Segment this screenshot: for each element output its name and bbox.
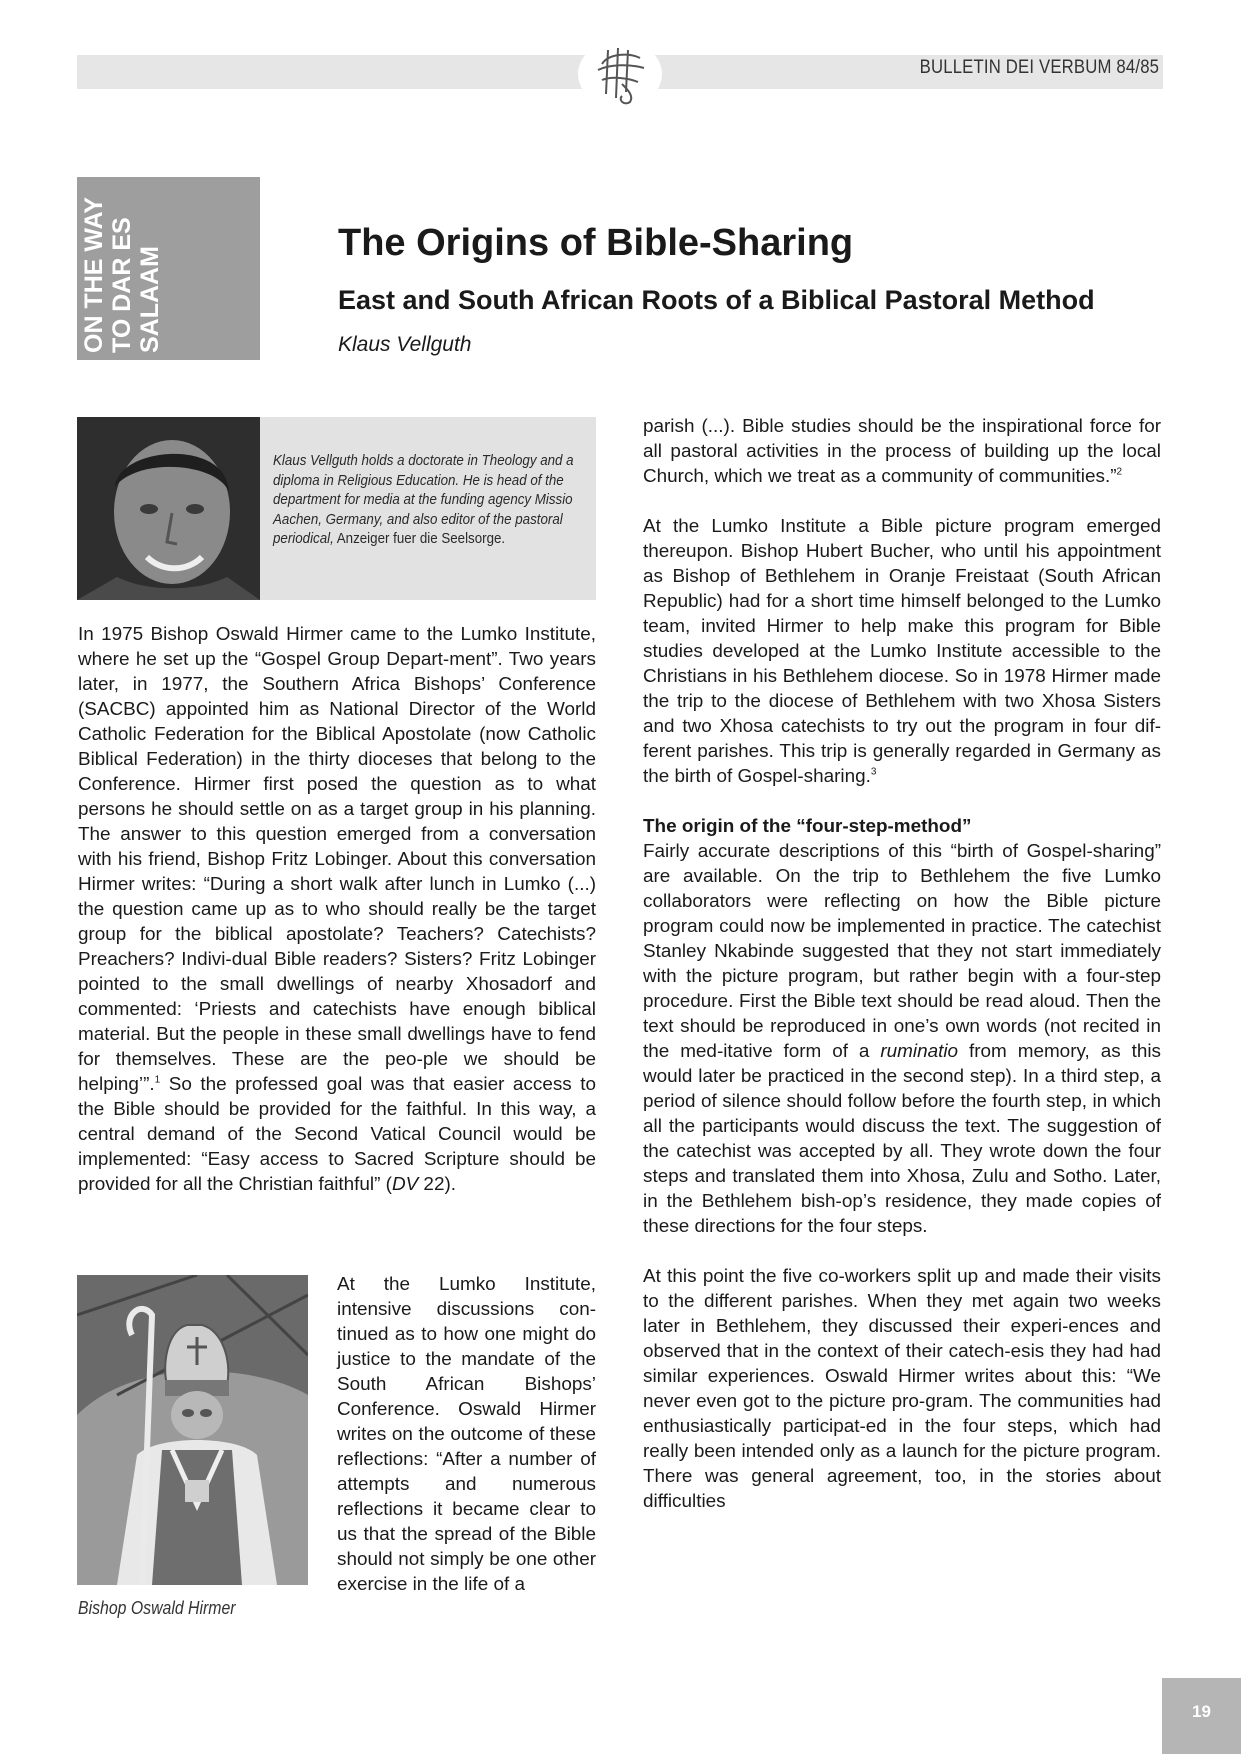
- body-paragraph: At the Lumko Institute, intensive discussions con-tinued as to how one might do justice to the mandate of the South African Bishops’ Conference. Oswald Hirmer writes on the outcome of these reflections: “After a number of attempts and numerous reflections it became clear to us that the spread of the Bible should not simply be one other exercise in the life of a: [337, 1274, 596, 1595]
- photo-caption: Bishop Oswald Hirmer: [78, 1598, 236, 1618]
- section-label-line-2: TO DAR ES: [108, 217, 136, 353]
- footnote-ref: 3: [870, 766, 877, 778]
- body-paragraph: At this point the five co-workers split up and made their visits to the different parishes. When they met again two weeks later in Bethlehem, they discussed their experi-ences and observed that in the context of their catech-esis they had had similar experiences. Oswald Hirmer writes about this: “We never even got to the picture pro-gram. The communities had enthusiastically participat-ed in the four steps, which had really been intended only as a launch for the picture program. There was general agreement, too, in the stories about difficulties: [643, 1266, 1161, 1512]
- body-paragraph: [643, 414, 1161, 489]
- right-column-text: [643, 414, 1161, 1514]
- body-text: parish (...). Bible studies should be the inspirational force for all pastoral activities in the process of building up the local Church, which we treat as a community of communities.”: [643, 416, 1161, 487]
- footnote-ref: 1: [154, 1074, 161, 1086]
- body-text: Fairly accurate descriptions of this “birth of Gospel-sharing” are available. On the trip to Bethlehem the five Lumko collaborators were reflecting on how the Bible picture program could now be implemented in practice. The catechist Stanley Nkabinde suggested that they not start immediately with the picture program, but rather begin with a four-step procedure. First the Bible text should be read aloud. Then the text should be reproduced in one’s own words (not recited in the med-itative form of a: [643, 841, 1161, 1062]
- body-text: At the Lumko Institute a Bible picture program emerged thereupon. Bishop Hubert Bucher, who until his appointment as Bishop of Bethlehem in Oranje Freistaat (South African Republic) had for a short time himself belonged to the Lumko team, invited Hirmer to help make this program for Bible studies developed at the Lumko Institute accessible to the Christians in his Bethlehem diocese. So in 1978 Hirmer made the trip to the diocese of Bethlehem with two Xhosa Sisters and two Xhosa catechists to try out the program in four dif-ferent parishes. This trip is generally regarded in Germany as the birth of Gospel-sharing.: [643, 516, 1161, 787]
- section-heading: The origin of the “four-step-method”: [643, 816, 972, 837]
- body-paragraph: [78, 622, 596, 1197]
- body-text: 22).: [418, 1174, 456, 1195]
- body-text-emphasis: DV: [391, 1174, 419, 1195]
- page-number: 19: [1192, 1702, 1211, 1721]
- author-bio-periodical: Anzeiger fuer die Seelsorge.: [333, 531, 506, 547]
- author-portrait: [77, 417, 260, 600]
- dei-verbum-logo-icon: [578, 40, 662, 108]
- body-paragraph: [643, 839, 1161, 1239]
- left-column-text: [78, 622, 596, 1197]
- body-text: So the professed goal was that easier access to the Bible should be provided for the faithful. In this way, a central demand of the Second Vatical Council would be implemented: “Easy access to Sacred Scripture should be provided for all the Christian faithful” (: [78, 1074, 596, 1195]
- section-label-line-3: SALAAM: [136, 246, 164, 353]
- publication-title: BULLETIN DEI VERBUM 84/85: [919, 57, 1159, 78]
- bishop-photo: [77, 1275, 308, 1585]
- body-text-emphasis: ruminatio: [880, 1041, 959, 1062]
- article-title: The Origins of Bible-Sharing: [338, 222, 854, 264]
- body-paragraph: [643, 514, 1161, 789]
- author-bio-italic: Klaus Vellguth holds a doctorate in Theology and a diploma in Religious Education. He is head of the department for media at the funding agency Missio Aachen, Germany, and also editor of the pastoral periodical,: [273, 453, 574, 547]
- footnote-ref: 2: [1116, 466, 1123, 478]
- article-subtitle: East and South African Roots of a Biblical Pastoral Method: [338, 285, 1095, 315]
- section-label-box: [77, 177, 260, 360]
- body-text: In 1975 Bishop Oswald Hirmer came to the Lumko Institute, where he set up the “Gospel Group Depart-ment”. Two years later, in 1977, the Southern Africa Bishops’ Conference (SACBC) appointed him as National Director of the World Catholic Federation for the Biblical Apostolate (now Catholic Biblical Federation) in the thirty dioceses that belong to the Conference. Hirmer first posed the question as to what persons he should settle on as a target group in his planning. The answer to this question emerged from a conversation with his friend, Bishop Fritz Lobinger. About this conversation Hirmer writes: “During a short walk after lunch in Lumko (...) the question came up as to who should really be the target group for the biblical apostolate? Teachers? Catechists? Preachers? Indivi-dual Bible readers? Sisters? Fritz Lobinger pointed to the small dwellings of nearby Xhosadorf and commented: ‘Priests and catechists have enough biblical material. But the people in these small dwellings have to fend for themselves. These are the peo-ple we should be helping’”.: [78, 624, 596, 1095]
- narrow-column-text: [337, 1272, 596, 1597]
- article-author: Klaus Vellguth: [338, 333, 472, 356]
- author-bio: [273, 452, 579, 550]
- section-label-line-1: ON THE WAY: [80, 196, 108, 353]
- body-text: from memory, as this would later be practiced in the second step). In a third step, a period of silence should follow before the fourth step, in which all the participants would discuss the text. The suggestion of the catechist was accepted by all. They wrote down the four steps and translated them into Xhosa, Zulu and Sotho. Later, in the Bethlehem bish-op’s residence, they made copies of these directions for the four steps.: [643, 1041, 1161, 1237]
